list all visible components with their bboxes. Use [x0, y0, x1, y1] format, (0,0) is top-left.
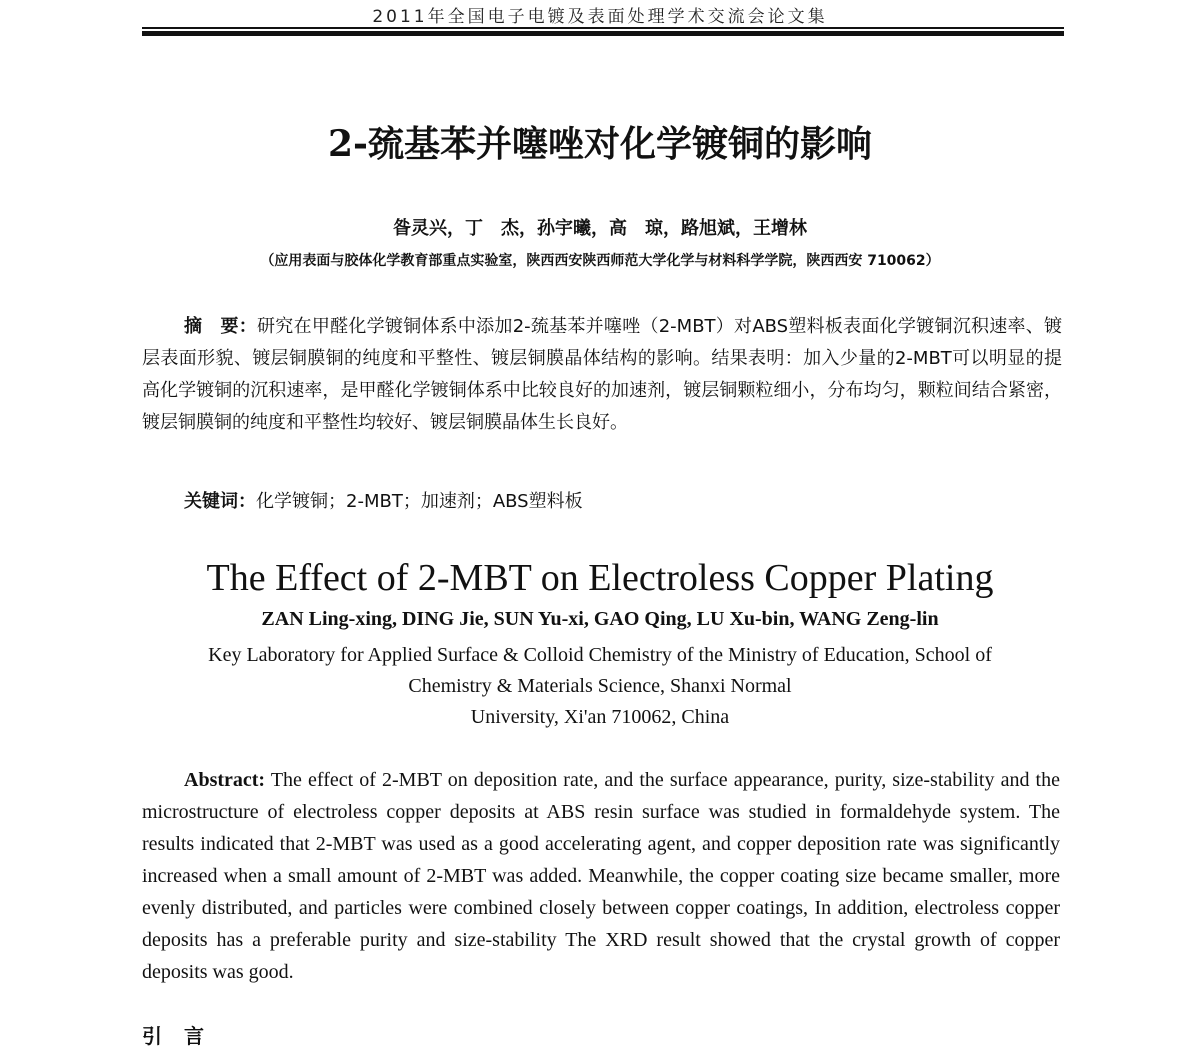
english-affiliation	[175, 640, 1025, 733]
english-abstract-text: The effect of 2-MBT on deposition rate, and the surface appearance, purity, size-stability and the microstructure of electroless copper deposits at ABS resin surface was studied in formaldehyde system. The results indicated that 2-MBT was used as a good accelerating agent, and copper deposition rate was significantly increased when a small amount of 2-MBT was added. Meanwhile, the copper coating size became smaller, more evenly distributed, and particles were combined closely between copper coatings, In addition, electroless copper deposits has a preferable purity and size-stability The XRD result showed that the crystal growth of copper deposits was good.	[142, 769, 1060, 983]
chinese-abstract-label: 摘 要：	[184, 316, 258, 337]
section-heading-introduction: 引言	[142, 1024, 226, 1048]
chinese-abstract-text: 研究在甲醛化学镀铜体系中添加2-巯基苯并噻唑（2-MBT）对ABS塑料板表面化学镀铜沉积速率、镀层表面形貌、镀层铜膜铜的纯度和平整性、镀层铜膜晶体结构的影响。结果表明：加入少量的2-MBT可以明显的提高化学镀铜的沉积速率，是甲醛化学镀铜体系中比较良好的加速剂，镀层铜颗粒细小，分布均匀，颗粒间结合紧密，镀层铜膜铜的纯度和平整性均较好、镀层铜膜晶体生长良好。	[142, 316, 1062, 433]
chinese-keywords-text: 化学镀铜；2-MBT；加速剂；ABS塑料板	[256, 491, 583, 512]
english-affiliation-line-2: Chemistry & Materials Science, Shanxi Normal	[408, 675, 792, 697]
chinese-keywords	[184, 487, 1064, 513]
english-abstract	[142, 764, 1060, 988]
english-title: The Effect of 2-MBT on Electroless Copper Plating	[206, 557, 994, 599]
header-rule-thin	[142, 27, 1064, 29]
chinese-title: 2-巯基苯并噻唑对化学镀铜的影响	[328, 123, 872, 165]
chinese-authors: 昝灵兴，丁 杰，孙宇曦，高 琼，路旭斌，王增林	[393, 218, 807, 239]
english-affiliation-line-3: University, Xi'an 710062, China	[470, 706, 730, 728]
running-header: 2011年全国电子电镀及表面处理学术交流会论文集	[372, 7, 828, 27]
english-authors: ZAN Ling-xing, DING Jie, SUN Yu-xi, GAO Qing, LU Xu-bin, WANG Zeng-lin	[261, 608, 939, 630]
chinese-keywords-label: 关键词：	[184, 491, 256, 512]
header-rule-thick	[142, 31, 1064, 36]
chinese-affiliation: （应用表面与胶体化学教育部重点实验室，陕西西安陕西师范大学化学与材料科学学院，陕西西安 710062）	[260, 253, 940, 269]
english-abstract-label: Abstract:	[184, 769, 266, 791]
english-affiliation-line-1: Key Laboratory for Applied Surface & Colloid Chemistry of the Ministry of Education, School of	[208, 644, 992, 666]
chinese-abstract	[142, 311, 1062, 439]
